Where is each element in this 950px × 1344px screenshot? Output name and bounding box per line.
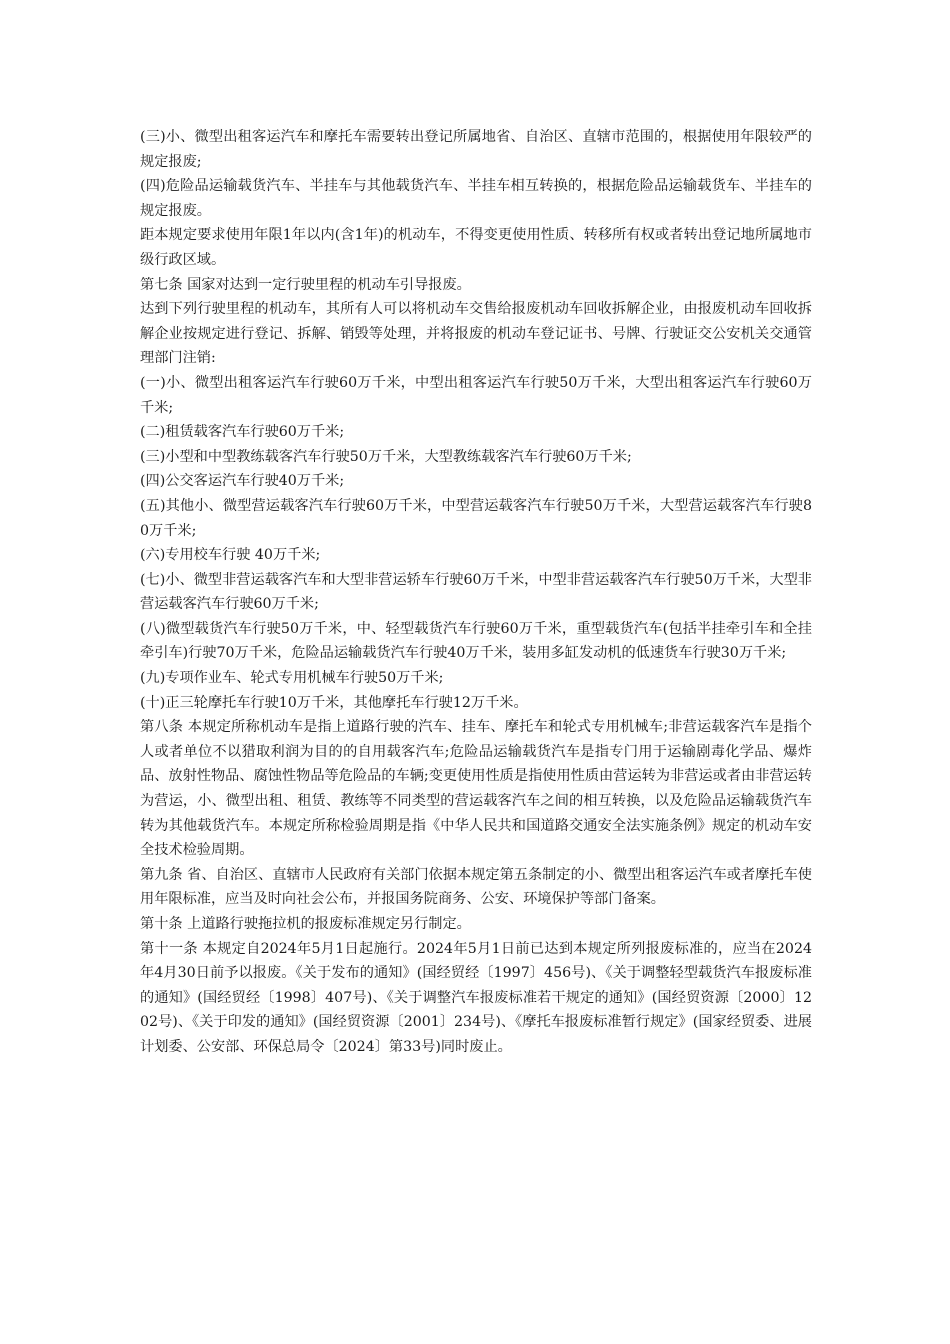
paragraph-mileage-item-10: (十)正三轮摩托车行驶10万千米，其他摩托车行驶12万千米。 — [140, 694, 528, 711]
paragraph-one-year-restriction: 距本规定要求使用年限1年以内(含1年)的机动车，不得变更使用性质、转移所有权或者转出登记地所属地市级行政区域。 — [140, 227, 812, 268]
paragraph-mileage-item-5: (五)其他小、微型营运载客汽车行驶60万千米，中型营运载客汽车行驶50万千米，大型营运载客汽车行驶80万千米; — [140, 497, 812, 539]
paragraph-article-10: 第十条 上道路行驶拖拉机的报废标准规定另行制定。 — [140, 916, 471, 932]
paragraph-article-8: 第八条 本规定所称机动车是指上道路行驶的汽车、挂车、摩托车和轮式专用机械车;非营运载客汽车是指个人或者单位不以猎取利润为目的的自用载客汽车;危险品运输载货汽车是指专门用于运输剧毒化学品、爆炸品、放射性物品、腐蚀性物品等危险品的车辆;变更使用性质是指使用性质由营运转为非营运或者由非营运转为营运，小、微型出租、租赁、教练等不同类型的营运载客汽车之间的相互转换，以及危险品运输载货汽车转为其他载货汽车。本规定所称检验周期是指《中华人民共和国道路交通安全法实施条例》规定的机动车安全技术检验周期。 — [140, 719, 812, 859]
paragraph-article-7: 第七条 国家对达到一定行驶里程的机动车引导报废。 — [140, 276, 471, 293]
paragraph-mileage-item-7: (七)小、微型非营运载客汽车和大型非营运轿车行驶60万千米，中型非营运载客汽车行驶50万千米，大型非营运载客汽车行驶60万千米; — [140, 571, 812, 613]
paragraph-clause-4-hazardous-goods: (四)危险品运输载货汽车、半挂车与其他载货汽车、半挂车相互转换的，根据危险品运输载货车、半挂车的规定报废。 — [140, 178, 812, 219]
paragraph-mileage-item-2: (二)租赁载客汽车行驶60万千米; — [140, 424, 345, 441]
paragraph-mileage-item-3: (三)小型和中型教练载客汽车行驶50万千米，大型教练载客汽车行驶60万千米; — [140, 448, 632, 465]
document-body — [140, 125, 812, 1060]
paragraph-mileage-item-1: (一)小、微型出租客运汽车行驶60万千米，中型出租客运汽车行驶50万千米，大型出租客运汽车行驶60万千米; — [140, 374, 812, 416]
paragraph-mileage-item-8: (八)微型载货汽车行驶50万千米，中、轻型载货汽车行驶60万千米，重型载货汽车(包括半挂牵引车和全挂牵引车)行驶70万千米，危险品运输载货汽车行驶40万千米，装用多缸发动机的低速货车行驶30万千米; — [140, 620, 812, 662]
paragraph-mileage-item-9: (九)专项作业车、轮式专用机械车行驶50万千米; — [140, 670, 444, 687]
paragraph-mileage-item-6: (六)专用校车行驶 40万千米; — [140, 547, 321, 564]
paragraph-article-9: 第九条 省、自治区、直辖市人民政府有关部门依据本规定第五条制定的小、微型出租客运汽车或者摩托车使用年限标准，应当及时向社会公布，并报国务院商务、公安、环境保护等部门备案。 — [140, 866, 812, 908]
paragraph-clause-3-taxi-motorcycle: (三)小、微型出租客运汽车和摩托车需要转出登记所属地省、自治区、直辖市范围的，根据使用年限较严的规定报废; — [140, 129, 812, 170]
paragraph-mileage-item-4: (四)公交客运汽车行驶40万千米; — [140, 473, 345, 490]
paragraph-mileage-intro: 达到下列行驶里程的机动车，其所有人可以将机动车交售给报废机动车回收拆解企业，由报废机动车回收拆解企业按规定进行登记、拆解、销毁等处理，并将报废的机动车登记证书、号牌、行驶证交公安机关交通管理部门注销: — [140, 301, 812, 367]
paragraph-article-11: 第十一条 本规定自2024年5月1日起施行。2024年5月1日前已达到本规定所列报废标准的，应当在2024年4月30日前予以报废。《关于发布的通知》(国经贸经〔1997〕456号)、《关于调整轻型载货汽车报废标准的通知》(国经贸经〔1998〕407号)、《关于调整汽车报废标准若干规定的通知》(国经贸资源〔2000〕1202号)、《关于印发的通知》(国经贸资源〔2001〕234号)、《摩托车报废标准暂行规定》(国家经贸委、进展计划委、公安部、环保总局令〔2024〕第33号)同时废止。 — [140, 940, 812, 1055]
